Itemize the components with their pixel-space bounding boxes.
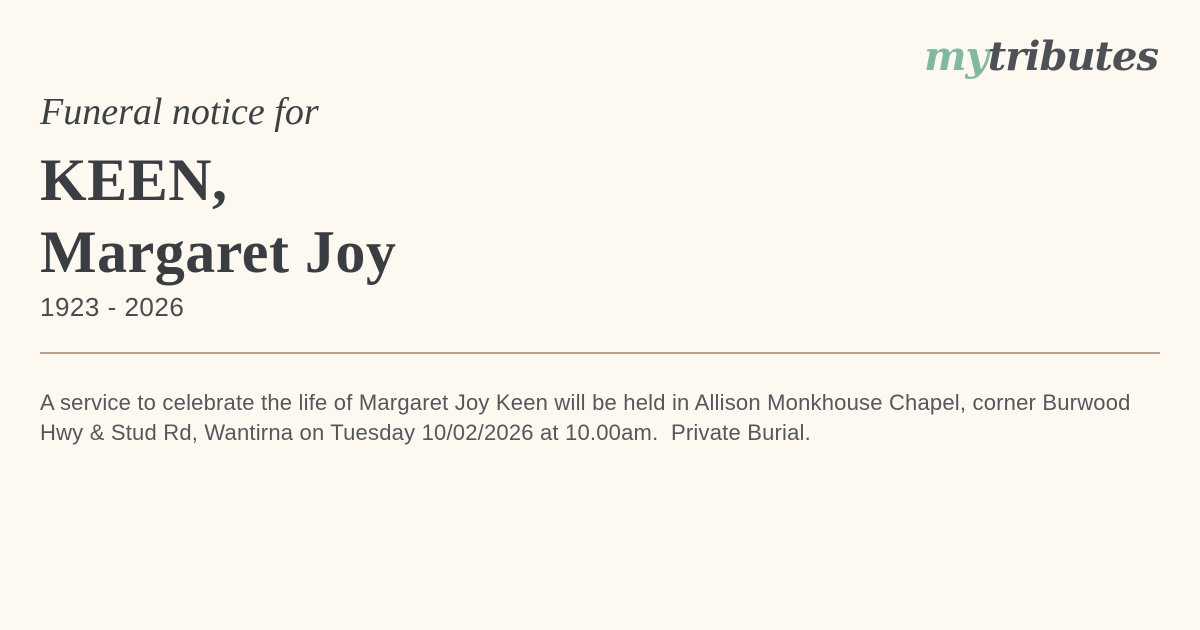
service-details: A service to celebrate the life of Margaret Joy Keen will be held in Allison Monkhouse Chapel, corner Burwood Hwy & Stud Rd, Wantirna on Tuesday 10/02/2026 at 10.00am. Private Burial.: [40, 389, 1137, 445]
logo-suffix: tributes: [987, 33, 1158, 80]
mytributes-logo: [924, 34, 1158, 80]
divider-line: [40, 352, 1160, 354]
deceased-name: [40, 144, 1160, 288]
deceased-surname: KEEN,: [40, 147, 228, 213]
deceased-given-names: Margaret Joy: [40, 219, 397, 285]
notice-kicker: Funeral notice for: [40, 91, 319, 133]
logo-prefix: my: [924, 33, 988, 80]
life-years: 1923 - 2026: [40, 292, 185, 322]
